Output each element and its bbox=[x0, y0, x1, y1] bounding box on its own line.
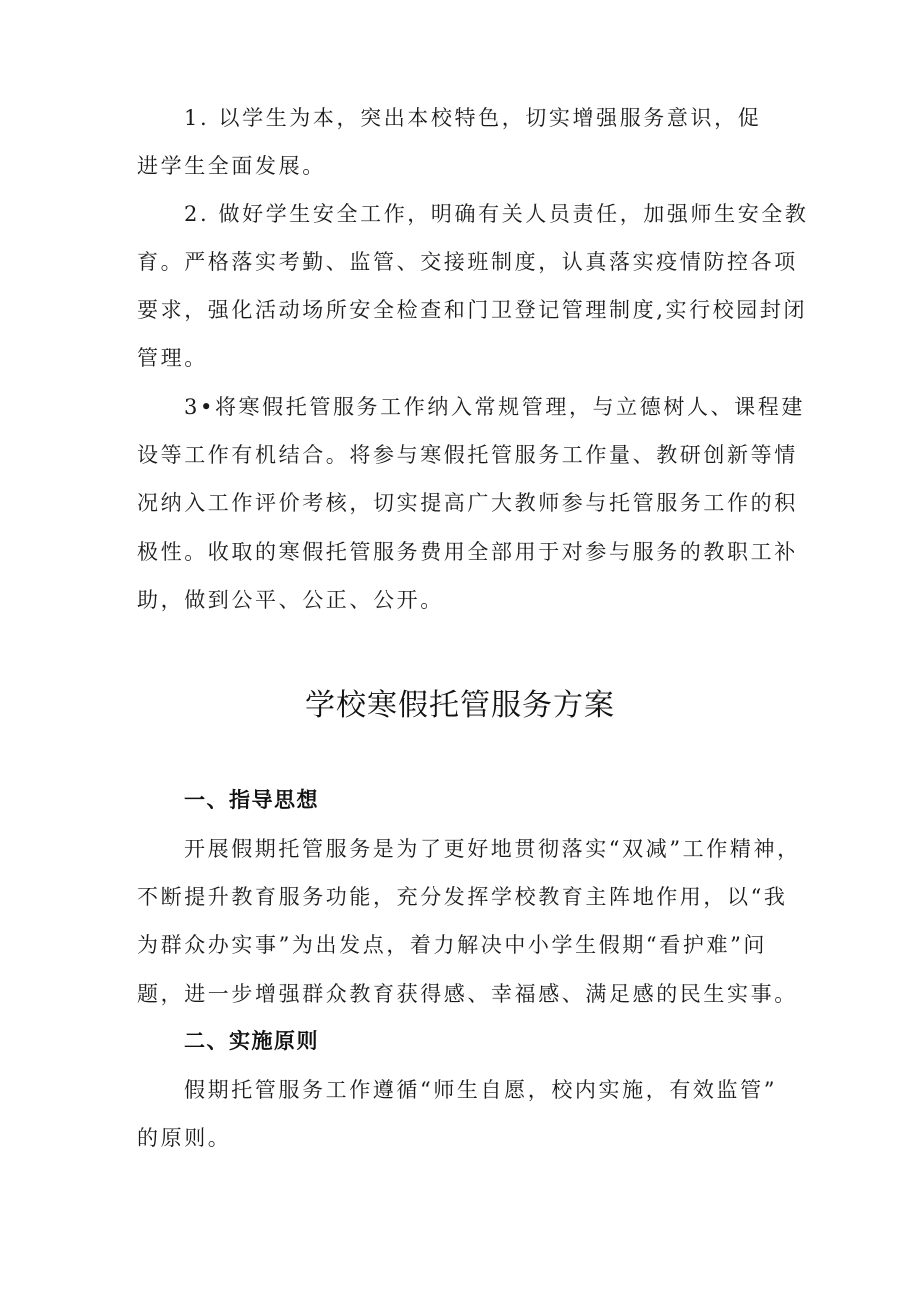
item2-line4: 管理。 bbox=[137, 346, 208, 370]
part2-line1: 假期托管服务工作遵循“师生自愿，校内实施，有效监管” bbox=[184, 1078, 778, 1102]
part1-line1: 开展假期托管服务是为了更好地贯彻落实“双减”工作精神， bbox=[184, 837, 801, 861]
item1-line1: 1. 以学生为本，突出本校特色，切实增强服务意识，促 bbox=[184, 106, 762, 130]
item2-line1: 2. 做好学生安全工作，明确有关人员责任，加强师生安全教 bbox=[184, 202, 809, 226]
document-title: 学校寒假托管服务方案 bbox=[305, 688, 615, 723]
item3-line5: 助，做到公平、公正、公开。 bbox=[137, 588, 444, 612]
section-heading-guiding-ideology: 一、指导思想 bbox=[184, 788, 319, 812]
item2-line2: 育。严格落实考勤、监管、交接班制度，认真落实疫情防控各项 bbox=[137, 250, 798, 274]
item3-line2: 设等工作有机结合。将参与寒假托管服务工作量、教研创新等情 bbox=[137, 443, 798, 467]
item2-line3: 要求，强化活动场所安全检查和门卫登记管理制度,实行校园封闭 bbox=[137, 298, 808, 322]
section-heading-implementation-principles: 二、实施原则 bbox=[184, 1029, 319, 1053]
part2-line2: 的原则。 bbox=[137, 1126, 232, 1150]
part1-line2: 不断提升教育服务功能，充分发挥学校教育主阵地作用，以“我 bbox=[137, 885, 788, 909]
item3-line1: 3•将寒假托管服务工作纳入常规管理，与立德树人、课程建 bbox=[184, 395, 805, 419]
item1-line2: 进学生全面发展。 bbox=[137, 154, 326, 178]
part1-line4: 题，进一步增强群众教育获得感、幸福感、满足感的民生实事。 bbox=[137, 982, 798, 1006]
item3-line4: 极性。收取的寒假托管服务费用全部用于对参与服务的教职工补 bbox=[137, 540, 798, 564]
part1-line3: 为群众办实事”为出发点，着力解决中小学生假期“看护难”问 bbox=[137, 933, 768, 957]
item3-line3: 况纳入工作评价考核，切实提高广大教师参与托管服务工作的积 bbox=[137, 491, 798, 515]
